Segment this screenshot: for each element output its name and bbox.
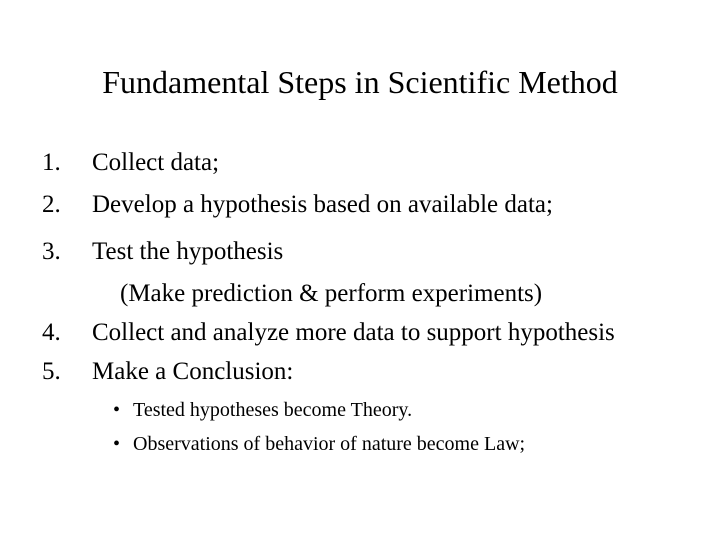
bullet-text: Tested hypotheses become Theory.	[133, 399, 413, 421]
bullet-icon: •	[113, 399, 121, 421]
bullet-icon: •	[113, 433, 121, 455]
step-number: 3.	[42, 238, 61, 265]
step-number: 2.	[42, 191, 61, 218]
step-text: Collect data;	[92, 149, 220, 176]
step-number: 1.	[42, 149, 61, 176]
step-subtext: (Make prediction & perform experiments)	[120, 280, 543, 307]
step-text: Make a Conclusion:	[92, 358, 294, 385]
step-number: 4.	[42, 319, 61, 346]
step-number: 5.	[42, 358, 61, 385]
step-text: Test the hypothesis	[92, 238, 284, 265]
slide-title: Fundamental Steps in Scientific Method	[102, 64, 618, 100]
step-text: Collect and analyze more data to support hypothesis	[92, 319, 615, 346]
bullet-text: Observations of behavior of nature become Law;	[133, 433, 526, 455]
step-text: Develop a hypothesis based on available data;	[92, 191, 553, 218]
